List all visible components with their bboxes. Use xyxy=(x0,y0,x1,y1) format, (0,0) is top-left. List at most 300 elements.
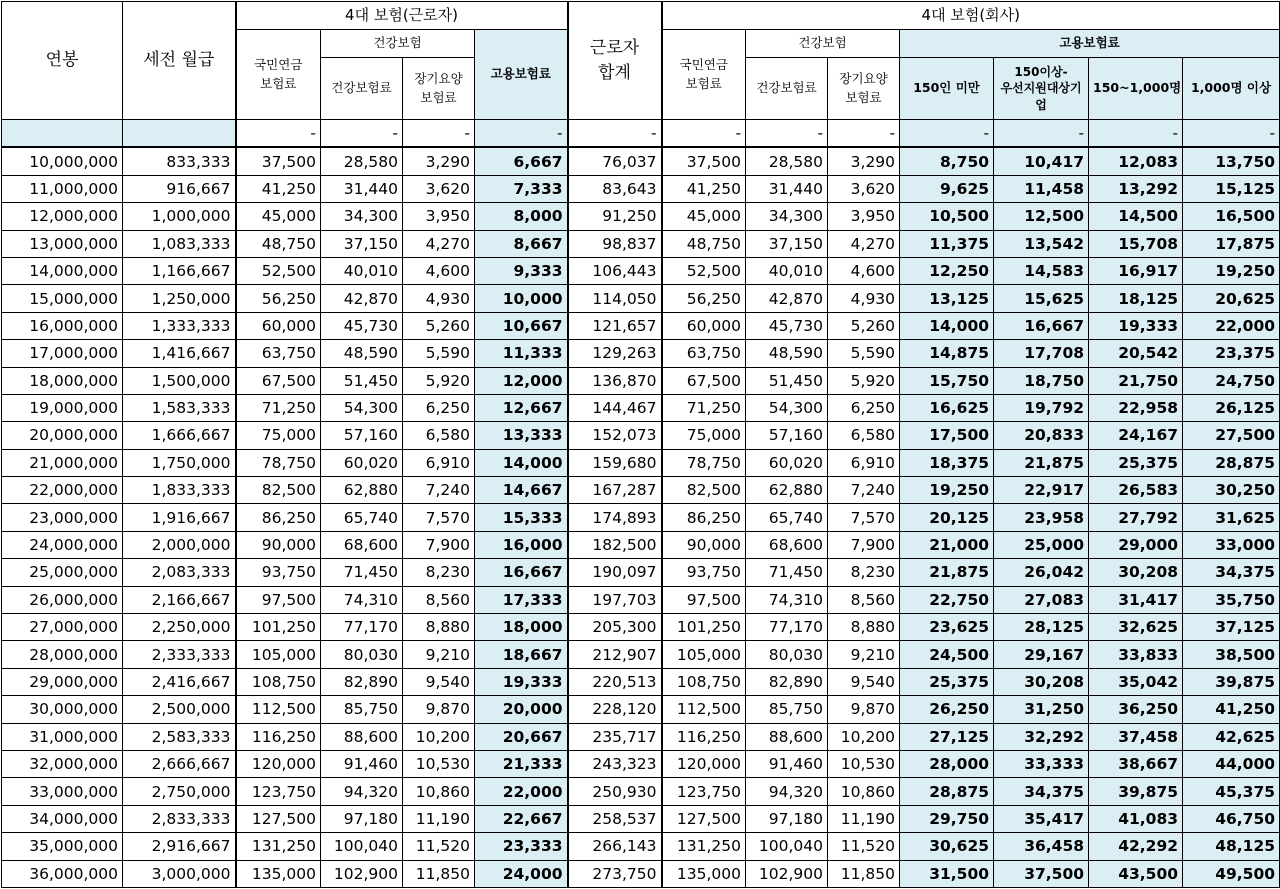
table-row xyxy=(2,696,1280,723)
table-row xyxy=(2,504,1280,531)
cell-emp-over1000: 44,000 xyxy=(1183,750,1280,777)
cell-company-longterm: 8,560 xyxy=(828,586,900,613)
cell-monthly-salary: 2,000,000 xyxy=(123,531,236,558)
cell-salary: 29,000,000 xyxy=(2,668,123,695)
cell-health: 88,600 xyxy=(321,723,403,750)
table-row xyxy=(2,559,1280,586)
cell-health: 71,450 xyxy=(321,559,403,586)
cell-salary: 32,000,000 xyxy=(2,750,123,777)
cell-employment: 12,667 xyxy=(475,394,568,421)
dash-cell: - xyxy=(1089,120,1183,148)
cell-longterm: 6,250 xyxy=(403,394,475,421)
cell-emp-over1000: 35,750 xyxy=(1183,586,1280,613)
table-row xyxy=(2,723,1280,750)
cell-company-health: 102,900 xyxy=(746,860,828,887)
cell-worker-total: 144,467 xyxy=(568,394,662,421)
cell-worker-total: 182,500 xyxy=(568,531,662,558)
cell-emp-over1000: 31,625 xyxy=(1183,504,1280,531)
cell-emp-over1000: 19,250 xyxy=(1183,257,1280,284)
cell-pension: 108,750 xyxy=(236,668,321,695)
cell-longterm: 11,190 xyxy=(403,805,475,832)
cell-pension: 45,000 xyxy=(236,203,321,230)
cell-emp-priority: 37,500 xyxy=(994,860,1089,887)
dash-cell: - xyxy=(1183,120,1280,148)
cell-health: 54,300 xyxy=(321,394,403,421)
cell-emp-priority: 36,458 xyxy=(994,833,1089,860)
cell-emp-under150: 27,125 xyxy=(900,723,994,750)
table-row xyxy=(2,312,1280,339)
cell-salary: 22,000,000 xyxy=(2,477,123,504)
cell-emp-under150: 12,250 xyxy=(900,257,994,284)
cell-health: 34,300 xyxy=(321,203,403,230)
cell-longterm: 8,560 xyxy=(403,586,475,613)
cell-pension: 48,750 xyxy=(236,230,321,257)
cell-emp-under150: 14,000 xyxy=(900,312,994,339)
table-row xyxy=(2,531,1280,558)
cell-company-longterm: 3,950 xyxy=(828,203,900,230)
cell-company-longterm: 8,230 xyxy=(828,559,900,586)
cell-company-longterm: 4,600 xyxy=(828,257,900,284)
cell-health: 68,600 xyxy=(321,531,403,558)
cell-emp-150-1000: 15,708 xyxy=(1089,230,1183,257)
cell-company-longterm: 5,590 xyxy=(828,340,900,367)
cell-worker-total: 136,870 xyxy=(568,367,662,394)
cell-emp-150-1000: 33,833 xyxy=(1089,641,1183,668)
cell-emp-priority: 10,417 xyxy=(994,147,1089,175)
cell-health: 31,440 xyxy=(321,175,403,202)
cell-company-pension: 52,500 xyxy=(662,257,746,284)
cell-pension: 60,000 xyxy=(236,312,321,339)
table-row xyxy=(2,285,1280,312)
cell-employment: 20,000 xyxy=(475,696,568,723)
cell-pension: 97,500 xyxy=(236,586,321,613)
cell-company-pension: 112,500 xyxy=(662,696,746,723)
cell-worker-total: 98,837 xyxy=(568,230,662,257)
cell-emp-under150: 8,750 xyxy=(900,147,994,175)
cell-company-longterm: 8,880 xyxy=(828,614,900,641)
header-emp-priority: 150이상- 우선지원대상기 업 xyxy=(994,58,1089,120)
cell-company-health: 42,870 xyxy=(746,285,828,312)
cell-emp-under150: 24,500 xyxy=(900,641,994,668)
cell-emp-priority: 31,250 xyxy=(994,696,1089,723)
cell-salary: 24,000,000 xyxy=(2,531,123,558)
cell-salary: 15,000,000 xyxy=(2,285,123,312)
cell-health: 82,890 xyxy=(321,668,403,695)
cell-emp-under150: 10,500 xyxy=(900,203,994,230)
cell-emp-under150: 14,875 xyxy=(900,340,994,367)
cell-emp-150-1000: 35,042 xyxy=(1089,668,1183,695)
cell-emp-priority: 19,792 xyxy=(994,394,1089,421)
cell-employment: 23,333 xyxy=(475,833,568,860)
cell-company-longterm: 11,850 xyxy=(828,860,900,887)
cell-company-longterm: 6,910 xyxy=(828,449,900,476)
cell-longterm: 9,870 xyxy=(403,696,475,723)
cell-employment: 24,000 xyxy=(475,860,568,887)
cell-company-health: 31,440 xyxy=(746,175,828,202)
cell-company-health: 68,600 xyxy=(746,531,828,558)
cell-company-health: 51,450 xyxy=(746,367,828,394)
cell-monthly-salary: 833,333 xyxy=(123,147,236,175)
cell-pension: 63,750 xyxy=(236,340,321,367)
cell-employment: 11,333 xyxy=(475,340,568,367)
cell-health: 42,870 xyxy=(321,285,403,312)
cell-monthly-salary: 2,166,667 xyxy=(123,586,236,613)
table-row xyxy=(2,477,1280,504)
cell-worker-total: 266,143 xyxy=(568,833,662,860)
cell-monthly-salary: 2,750,000 xyxy=(123,778,236,805)
table-row xyxy=(2,860,1280,887)
cell-emp-over1000: 42,625 xyxy=(1183,723,1280,750)
cell-health: 85,750 xyxy=(321,696,403,723)
cell-emp-priority: 11,458 xyxy=(994,175,1089,202)
cell-worker-total: 152,073 xyxy=(568,422,662,449)
cell-emp-over1000: 45,375 xyxy=(1183,778,1280,805)
cell-monthly-salary: 1,333,333 xyxy=(123,312,236,339)
cell-emp-over1000: 27,500 xyxy=(1183,422,1280,449)
cell-company-longterm: 7,570 xyxy=(828,504,900,531)
cell-monthly-salary: 1,583,333 xyxy=(123,394,236,421)
cell-emp-priority: 21,875 xyxy=(994,449,1089,476)
cell-company-pension: 71,250 xyxy=(662,394,746,421)
cell-longterm: 5,920 xyxy=(403,367,475,394)
cell-emp-priority: 28,125 xyxy=(994,614,1089,641)
table-row xyxy=(2,340,1280,367)
cell-employment: 16,000 xyxy=(475,531,568,558)
cell-worker-total: 243,323 xyxy=(568,750,662,777)
cell-emp-over1000: 33,000 xyxy=(1183,531,1280,558)
cell-pension: 116,250 xyxy=(236,723,321,750)
cell-pension: 112,500 xyxy=(236,696,321,723)
cell-emp-150-1000: 25,375 xyxy=(1089,449,1183,476)
cell-pension: 82,500 xyxy=(236,477,321,504)
cell-emp-150-1000: 38,667 xyxy=(1089,750,1183,777)
cell-employment: 18,667 xyxy=(475,641,568,668)
cell-health: 45,730 xyxy=(321,312,403,339)
cell-salary: 18,000,000 xyxy=(2,367,123,394)
cell-company-health: 82,890 xyxy=(746,668,828,695)
header-emp-under150: 150인 미만 xyxy=(900,58,994,120)
cell-longterm: 9,210 xyxy=(403,641,475,668)
cell-emp-under150: 31,500 xyxy=(900,860,994,887)
cell-company-pension: 131,250 xyxy=(662,833,746,860)
cell-emp-over1000: 28,875 xyxy=(1183,449,1280,476)
table-row xyxy=(2,203,1280,230)
cell-pension: 120,000 xyxy=(236,750,321,777)
header-worker-total: 근로자 합계 xyxy=(568,2,662,120)
cell-salary: 23,000,000 xyxy=(2,504,123,531)
cell-employment: 9,333 xyxy=(475,257,568,284)
cell-emp-over1000: 46,750 xyxy=(1183,805,1280,832)
cell-longterm: 7,570 xyxy=(403,504,475,531)
cell-emp-150-1000: 30,208 xyxy=(1089,559,1183,586)
dash-cell: - xyxy=(475,120,568,148)
cell-emp-150-1000: 37,458 xyxy=(1089,723,1183,750)
cell-longterm: 11,520 xyxy=(403,833,475,860)
cell-emp-150-1000: 14,500 xyxy=(1089,203,1183,230)
cell-monthly-salary: 2,916,667 xyxy=(123,833,236,860)
cell-health: 40,010 xyxy=(321,257,403,284)
cell-company-pension: 37,500 xyxy=(662,147,746,175)
cell-company-pension: 116,250 xyxy=(662,723,746,750)
cell-employment: 6,667 xyxy=(475,147,568,175)
cell-longterm: 3,290 xyxy=(403,147,475,175)
cell-salary: 19,000,000 xyxy=(2,394,123,421)
cell-health: 57,160 xyxy=(321,422,403,449)
table-row xyxy=(2,422,1280,449)
cell-emp-priority: 23,958 xyxy=(994,504,1089,531)
dash-cell: - xyxy=(403,120,475,148)
cell-emp-under150: 16,625 xyxy=(900,394,994,421)
header-emp-over1000: 1,000명 이상 xyxy=(1183,58,1280,120)
cell-employment: 20,667 xyxy=(475,723,568,750)
cell-pension: 67,500 xyxy=(236,367,321,394)
cell-monthly-salary: 2,416,667 xyxy=(123,668,236,695)
cell-salary: 25,000,000 xyxy=(2,559,123,586)
cell-salary: 14,000,000 xyxy=(2,257,123,284)
cell-pension: 86,250 xyxy=(236,504,321,531)
cell-company-health: 77,170 xyxy=(746,614,828,641)
dash-cell: - xyxy=(236,120,321,148)
table-row xyxy=(2,586,1280,613)
cell-worker-total: 83,643 xyxy=(568,175,662,202)
cell-company-pension: 135,000 xyxy=(662,860,746,887)
cell-employment: 17,333 xyxy=(475,586,568,613)
cell-emp-under150: 28,000 xyxy=(900,750,994,777)
cell-emp-priority: 22,917 xyxy=(994,477,1089,504)
cell-employment: 12,000 xyxy=(475,367,568,394)
cell-emp-150-1000: 41,083 xyxy=(1089,805,1183,832)
cell-longterm: 4,270 xyxy=(403,230,475,257)
cell-company-pension: 45,000 xyxy=(662,203,746,230)
cell-company-pension: 67,500 xyxy=(662,367,746,394)
cell-health: 77,170 xyxy=(321,614,403,641)
cell-emp-150-1000: 32,625 xyxy=(1089,614,1183,641)
cell-emp-priority: 12,500 xyxy=(994,203,1089,230)
cell-company-health: 65,740 xyxy=(746,504,828,531)
cell-emp-under150: 21,000 xyxy=(900,531,994,558)
cell-emp-under150: 30,625 xyxy=(900,833,994,860)
cell-monthly-salary: 2,500,000 xyxy=(123,696,236,723)
cell-monthly-salary: 1,166,667 xyxy=(123,257,236,284)
cell-pension: 105,000 xyxy=(236,641,321,668)
cell-emp-priority: 14,583 xyxy=(994,257,1089,284)
dash-cell xyxy=(123,120,236,148)
cell-health: 51,450 xyxy=(321,367,403,394)
cell-emp-150-1000: 20,542 xyxy=(1089,340,1183,367)
cell-health: 48,590 xyxy=(321,340,403,367)
cell-company-pension: 97,500 xyxy=(662,586,746,613)
cell-longterm: 4,930 xyxy=(403,285,475,312)
cell-emp-150-1000: 39,875 xyxy=(1089,778,1183,805)
insurance-table xyxy=(1,1,1280,888)
cell-employment: 8,667 xyxy=(475,230,568,257)
cell-company-pension: 48,750 xyxy=(662,230,746,257)
cell-emp-under150: 17,500 xyxy=(900,422,994,449)
cell-salary: 31,000,000 xyxy=(2,723,123,750)
cell-emp-150-1000: 29,000 xyxy=(1089,531,1183,558)
cell-worker-total: 258,537 xyxy=(568,805,662,832)
cell-company-longterm: 5,260 xyxy=(828,312,900,339)
cell-longterm: 7,240 xyxy=(403,477,475,504)
cell-worker-total: 228,120 xyxy=(568,696,662,723)
cell-salary: 10,000,000 xyxy=(2,147,123,175)
cell-company-longterm: 10,530 xyxy=(828,750,900,777)
table-row xyxy=(2,614,1280,641)
cell-company-pension: 60,000 xyxy=(662,312,746,339)
cell-salary: 13,000,000 xyxy=(2,230,123,257)
header-pension: 국민연금 보험료 xyxy=(236,30,321,120)
cell-worker-total: 167,287 xyxy=(568,477,662,504)
cell-company-longterm: 3,620 xyxy=(828,175,900,202)
cell-monthly-salary: 1,916,667 xyxy=(123,504,236,531)
cell-emp-under150: 28,875 xyxy=(900,778,994,805)
cell-worker-total: 121,657 xyxy=(568,312,662,339)
cell-emp-over1000: 16,500 xyxy=(1183,203,1280,230)
cell-worker-total: 190,097 xyxy=(568,559,662,586)
cell-emp-priority: 13,542 xyxy=(994,230,1089,257)
cell-company-longterm: 7,240 xyxy=(828,477,900,504)
cell-company-health: 57,160 xyxy=(746,422,828,449)
cell-worker-total: 220,513 xyxy=(568,668,662,695)
cell-emp-under150: 29,750 xyxy=(900,805,994,832)
table-row xyxy=(2,641,1280,668)
cell-emp-priority: 35,417 xyxy=(994,805,1089,832)
cell-emp-150-1000: 16,917 xyxy=(1089,257,1183,284)
cell-worker-total: 114,050 xyxy=(568,285,662,312)
cell-company-longterm: 9,210 xyxy=(828,641,900,668)
cell-emp-over1000: 38,500 xyxy=(1183,641,1280,668)
header-company-health: 건강보험료 xyxy=(746,58,828,120)
header-worker-insurance: 4대 보험(근로자) xyxy=(236,2,568,30)
cell-monthly-salary: 1,250,000 xyxy=(123,285,236,312)
cell-pension: 127,500 xyxy=(236,805,321,832)
cell-emp-under150: 15,750 xyxy=(900,367,994,394)
cell-emp-under150: 21,875 xyxy=(900,559,994,586)
cell-company-health: 28,580 xyxy=(746,147,828,175)
cell-emp-priority: 33,333 xyxy=(994,750,1089,777)
cell-company-health: 74,310 xyxy=(746,586,828,613)
cell-employment: 7,333 xyxy=(475,175,568,202)
cell-emp-150-1000: 18,125 xyxy=(1089,285,1183,312)
cell-emp-priority: 20,833 xyxy=(994,422,1089,449)
cell-emp-over1000: 48,125 xyxy=(1183,833,1280,860)
cell-emp-priority: 16,667 xyxy=(994,312,1089,339)
cell-longterm: 6,910 xyxy=(403,449,475,476)
cell-health: 91,460 xyxy=(321,750,403,777)
cell-company-health: 91,460 xyxy=(746,750,828,777)
cell-emp-over1000: 37,125 xyxy=(1183,614,1280,641)
cell-employment: 19,333 xyxy=(475,668,568,695)
cell-monthly-salary: 2,083,333 xyxy=(123,559,236,586)
cell-emp-over1000: 24,750 xyxy=(1183,367,1280,394)
cell-salary: 35,000,000 xyxy=(2,833,123,860)
cell-pension: 135,000 xyxy=(236,860,321,887)
cell-salary: 16,000,000 xyxy=(2,312,123,339)
cell-company-pension: 75,000 xyxy=(662,422,746,449)
cell-salary: 20,000,000 xyxy=(2,422,123,449)
cell-company-health: 54,300 xyxy=(746,394,828,421)
cell-monthly-salary: 2,250,000 xyxy=(123,614,236,641)
table-row xyxy=(2,367,1280,394)
cell-emp-150-1000: 42,292 xyxy=(1089,833,1183,860)
cell-emp-150-1000: 24,167 xyxy=(1089,422,1183,449)
cell-longterm: 10,200 xyxy=(403,723,475,750)
cell-worker-total: 197,703 xyxy=(568,586,662,613)
cell-monthly-salary: 1,833,333 xyxy=(123,477,236,504)
cell-employment: 10,000 xyxy=(475,285,568,312)
cell-pension: 78,750 xyxy=(236,449,321,476)
cell-employment: 15,333 xyxy=(475,504,568,531)
cell-pension: 41,250 xyxy=(236,175,321,202)
cell-emp-priority: 30,208 xyxy=(994,668,1089,695)
cell-emp-priority: 18,750 xyxy=(994,367,1089,394)
cell-employment: 18,000 xyxy=(475,614,568,641)
dash-cell: - xyxy=(662,120,746,148)
cell-monthly-salary: 1,083,333 xyxy=(123,230,236,257)
cell-worker-total: 235,717 xyxy=(568,723,662,750)
cell-company-pension: 123,750 xyxy=(662,778,746,805)
cell-pension: 56,250 xyxy=(236,285,321,312)
cell-monthly-salary: 916,667 xyxy=(123,175,236,202)
table-row xyxy=(2,778,1280,805)
cell-company-longterm: 6,250 xyxy=(828,394,900,421)
cell-emp-over1000: 13,750 xyxy=(1183,147,1280,175)
cell-salary: 27,000,000 xyxy=(2,614,123,641)
header-company-employment-group: 고용보험료 xyxy=(900,30,1280,58)
cell-pension: 52,500 xyxy=(236,257,321,284)
cell-health: 102,900 xyxy=(321,860,403,887)
table-row xyxy=(2,175,1280,202)
cell-employment: 14,000 xyxy=(475,449,568,476)
cell-emp-priority: 29,167 xyxy=(994,641,1089,668)
cell-emp-150-1000: 26,583 xyxy=(1089,477,1183,504)
cell-health: 37,150 xyxy=(321,230,403,257)
cell-monthly-salary: 2,833,333 xyxy=(123,805,236,832)
cell-company-longterm: 9,540 xyxy=(828,668,900,695)
dash-cell xyxy=(2,120,123,148)
cell-company-pension: 82,500 xyxy=(662,477,746,504)
cell-worker-total: 91,250 xyxy=(568,203,662,230)
cell-health: 62,880 xyxy=(321,477,403,504)
cell-emp-150-1000: 12,083 xyxy=(1089,147,1183,175)
cell-health: 60,020 xyxy=(321,449,403,476)
cell-pension: 37,500 xyxy=(236,147,321,175)
cell-emp-over1000: 22,000 xyxy=(1183,312,1280,339)
cell-longterm: 11,850 xyxy=(403,860,475,887)
cell-emp-150-1000: 36,250 xyxy=(1089,696,1183,723)
cell-emp-priority: 32,292 xyxy=(994,723,1089,750)
header-company-health-group: 건강보험 xyxy=(746,30,900,58)
cell-salary: 11,000,000 xyxy=(2,175,123,202)
cell-company-longterm: 11,520 xyxy=(828,833,900,860)
cell-salary: 21,000,000 xyxy=(2,449,123,476)
cell-company-pension: 120,000 xyxy=(662,750,746,777)
header-health-group: 건강보험 xyxy=(321,30,475,58)
cell-company-pension: 90,000 xyxy=(662,531,746,558)
cell-pension: 90,000 xyxy=(236,531,321,558)
cell-longterm: 8,230 xyxy=(403,559,475,586)
dash-cell: - xyxy=(994,120,1089,148)
cell-monthly-salary: 3,000,000 xyxy=(123,860,236,887)
cell-emp-priority: 25,000 xyxy=(994,531,1089,558)
cell-longterm: 6,580 xyxy=(403,422,475,449)
cell-company-health: 48,590 xyxy=(746,340,828,367)
cell-company-health: 60,020 xyxy=(746,449,828,476)
cell-emp-over1000: 17,875 xyxy=(1183,230,1280,257)
cell-worker-total: 159,680 xyxy=(568,449,662,476)
cell-longterm: 5,590 xyxy=(403,340,475,367)
cell-emp-under150: 26,250 xyxy=(900,696,994,723)
